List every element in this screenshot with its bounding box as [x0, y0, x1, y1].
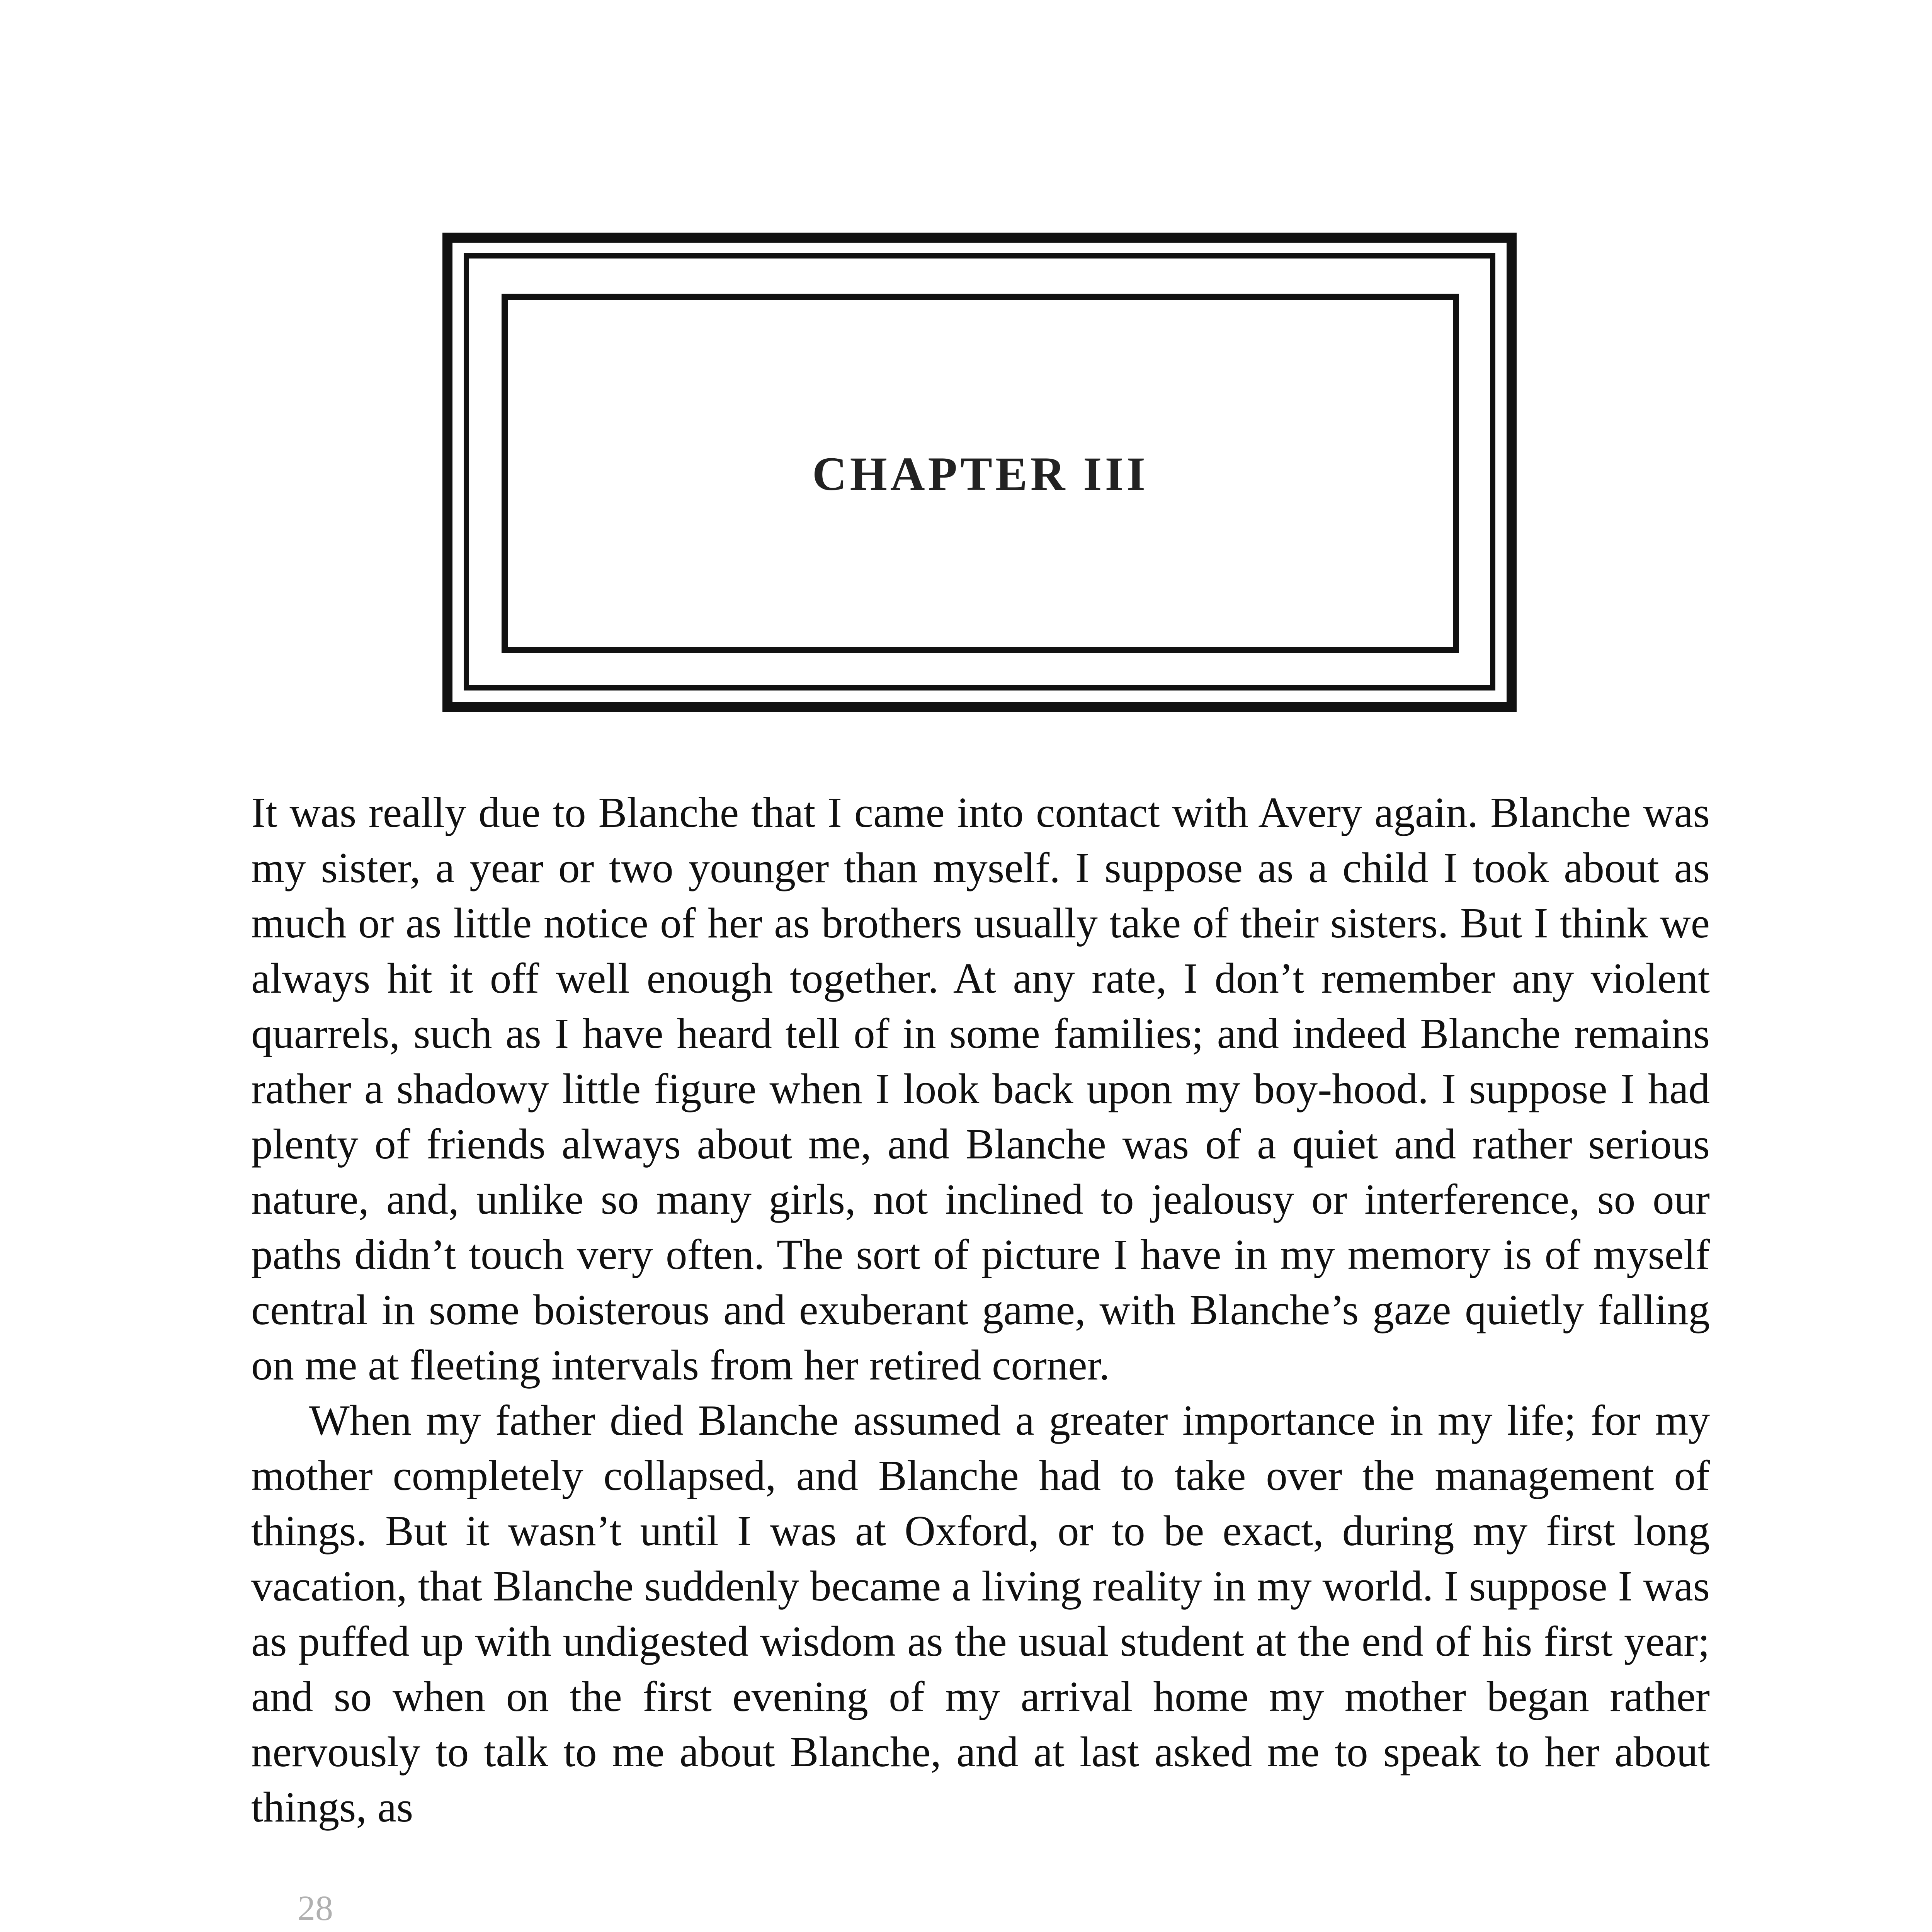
paragraph: When my father died Blanche assumed a greater importance in my life; for my mother completely collapsed, and Blanche had to take over the management of things. But it wasn’t until I was at Oxford, or to be exact, during my first long vacation, that Blanche suddenly became a living reality in my world. I suppose I was as puffed up with undigested wisdom as the usual student at the end of his first year; and so when on the first evening of my arrival home my mother began rather nervously to talk to me about Blanche, and at last asked me to speak to her about things, as	[251, 1397, 1710, 1831]
paragraph: It was really due to Blanche that I came into contact with Avery again. Blanche was my sister, a year or two younger than myself. I suppose as a child I took about as much or as little notice of her as brothers usually take of their sisters. But I think we always hit it off well enough together. At any rate, I don’t remember any violent quarrels, such as I have heard tell of in some families; and indeed Blanche remains rather a shadowy little figure when I look back upon my boy-hood. I suppose I had plenty of friends always about me, and Blanche was of a quiet and rather serious nature, and, unlike so many girls, not inclined to jealousy or interference, so our paths didn’t touch very often. The sort of picture I have in my memory is of myself central in some boisterous and exuberant game, with Blanche’s gaze quietly falling on me at fleeting intervals from her retired corner.	[251, 789, 1710, 1389]
body-text-top	[251, 785, 1710, 1835]
chapter-title: CHAPTER III	[812, 447, 1149, 500]
page-number: 28	[298, 1888, 333, 1928]
